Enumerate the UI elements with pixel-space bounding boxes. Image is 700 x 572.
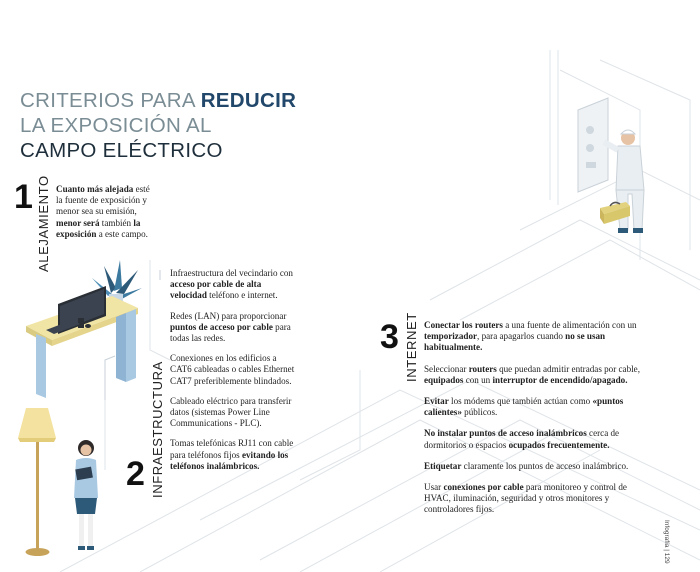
bold-run: Conectar los routers bbox=[424, 320, 503, 330]
section1-paragraph bbox=[56, 184, 152, 240]
text-run: también bbox=[99, 217, 134, 228]
text-run: Cableado eléctrico para transferir datos (sistemas Power Line Communications - PLC). bbox=[170, 395, 292, 429]
title-line3: CAMPO ELÉCTRICO bbox=[20, 139, 223, 162]
text-run: claramente los puntos de acceso inalámbrico. bbox=[461, 460, 629, 471]
section3-paragraph bbox=[424, 428, 656, 450]
bold-run: equipados bbox=[424, 374, 464, 385]
text-run: Seleccionar bbox=[424, 363, 469, 374]
floor-lamp-illustration bbox=[14, 408, 64, 558]
section1-text bbox=[56, 184, 152, 248]
bold-run: puntos de acceso por cable bbox=[170, 321, 273, 332]
technician-at-electrical-panel-illustration bbox=[570, 90, 660, 250]
text-run: Conexiones en los edificios a CAT6 cableadas o cables Ethernet CAT7 preferiblemente blindados. bbox=[170, 353, 295, 386]
text-run: con un bbox=[463, 374, 493, 385]
text-run: para todas las redes. bbox=[170, 321, 291, 344]
bold-run: no se usan habitualmente. bbox=[424, 331, 606, 353]
bold-run: menor será bbox=[56, 217, 100, 228]
text-run: , para apagarlos cuando bbox=[477, 331, 566, 342]
text-run: Redes (LAN) para proporcionar bbox=[170, 310, 287, 321]
text-run: esté la fuente de exposición y menor sea su emisión, bbox=[56, 184, 150, 217]
bold-run: acceso por cable de alta velocidad bbox=[170, 279, 262, 301]
section3-text bbox=[424, 320, 656, 526]
toolbox-illustration bbox=[598, 200, 632, 226]
section3-label: INTERNET bbox=[404, 312, 419, 382]
text-run: públicos. bbox=[461, 407, 498, 418]
woman-with-tablet-illustration bbox=[66, 438, 106, 554]
text-run: los módems que también actúan como bbox=[448, 396, 593, 407]
bold-run: ocupados frecuentemente. bbox=[508, 439, 610, 450]
section3-paragraph bbox=[424, 461, 656, 472]
bold-run: Evitar bbox=[424, 396, 449, 407]
text-run: teléfono e internet. bbox=[206, 290, 278, 301]
section2-text bbox=[170, 268, 300, 481]
title-line1-highlight: REDUCIR bbox=[200, 89, 297, 112]
section2-label: INFRAESTRUCTURA bbox=[150, 361, 165, 498]
title-line2: LA EXPOSICIÓN AL bbox=[20, 114, 212, 137]
page-side-id: Infografía | 129 bbox=[663, 520, 670, 564]
section2-paragraph bbox=[170, 268, 300, 302]
text-run: cerca de dormitorios o espacios bbox=[424, 428, 620, 450]
page-title bbox=[20, 88, 296, 163]
text-run: a este campo. bbox=[96, 228, 148, 239]
section3-paragraph bbox=[424, 320, 656, 354]
section1-number: 1 bbox=[14, 178, 33, 216]
bold-run: «puntos calientes» bbox=[424, 396, 624, 418]
bold-run: Etiquetar bbox=[424, 460, 462, 471]
section2-paragraph bbox=[170, 353, 300, 387]
text-run: Tomas telefónicas RJ11 con cable para teléfonos fijos bbox=[170, 438, 294, 460]
text-run: Usar bbox=[424, 482, 444, 493]
section3-paragraph bbox=[424, 482, 656, 516]
text-run: Infraestructura del vecindario con bbox=[170, 268, 293, 278]
bold-run: Cuanto más alejada bbox=[56, 184, 134, 194]
section3-paragraph bbox=[424, 396, 656, 418]
bold-run: No instalar puntos de acceso inalámbricos bbox=[424, 428, 587, 439]
desk-with-computer-illustration bbox=[16, 258, 156, 398]
bold-run: la exposición bbox=[56, 217, 141, 239]
title-line1-prefix: CRITERIOS PARA bbox=[20, 89, 201, 112]
bold-run: temporizador bbox=[424, 331, 478, 342]
bold-run: routers bbox=[468, 363, 497, 374]
section2-paragraph bbox=[170, 438, 300, 472]
section1-label: ALEJAMIENTO bbox=[36, 175, 51, 272]
text-run: que puedan admitir entradas por cable, bbox=[496, 363, 640, 374]
bold-run: conexiones por cable bbox=[443, 482, 524, 493]
text-run: a una fuente de alimentación con un bbox=[502, 320, 637, 330]
text-run: para monitoreo y control de HVAC, iluminación, seguridad y otros monitores y controladores fijos. bbox=[424, 482, 627, 515]
bold-run: evitando los teléfonos inalámbricos. bbox=[170, 449, 289, 471]
section3-paragraph bbox=[424, 364, 656, 386]
section2-number: 2 bbox=[126, 455, 145, 493]
section2-paragraph bbox=[170, 311, 300, 345]
section3-number: 3 bbox=[380, 318, 399, 356]
section2-paragraph bbox=[170, 396, 300, 430]
bold-run: interruptor de encendido/apagado. bbox=[492, 374, 628, 385]
